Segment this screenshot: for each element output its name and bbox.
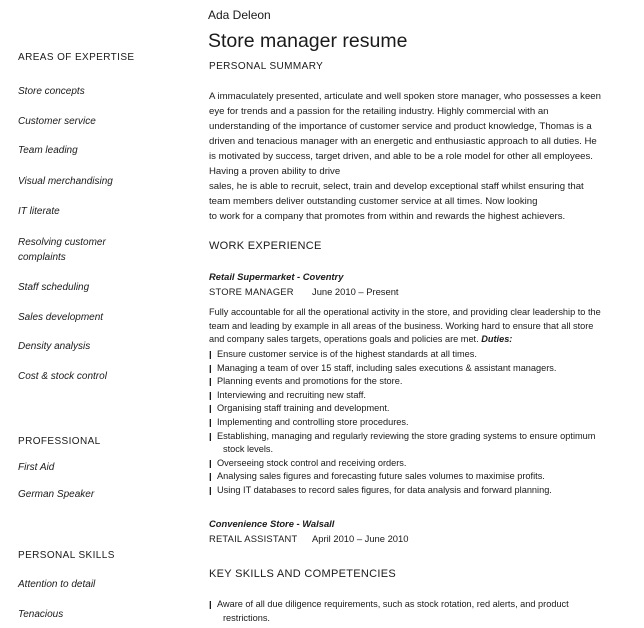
job-description xyxy=(209,306,601,347)
job-title: STORE MANAGER xyxy=(209,286,294,297)
professional-item: German Speaker xyxy=(18,489,95,500)
expertise-item: Staff scheduling xyxy=(18,282,90,293)
summary-line: understanding of the importance of customer service and product knowledge, Thomas is a xyxy=(209,121,592,132)
summary-line: team members deliver outstanding customer service at all times. Now looking xyxy=(209,196,538,207)
skills-heading: KEY SKILLS AND COMPETENCIES xyxy=(209,568,397,580)
summary-line: A immaculately presented, articulate and well spoken store manager, who possesses a keen xyxy=(209,91,601,102)
skills-list xyxy=(207,598,569,625)
bullet-icon: ❙ xyxy=(207,350,214,359)
job-description-line: Fully accountable for all the operational activity in the store, and providing clear leadership to the xyxy=(209,307,601,317)
professional-heading: PROFESSIONAL xyxy=(18,436,101,447)
summary-paragraph xyxy=(209,89,601,224)
expertise-heading: AREAS OF EXPERTISE xyxy=(18,52,135,63)
experience-heading: WORK EXPERIENCE xyxy=(209,240,322,252)
bullet-icon: ❙ xyxy=(207,417,214,427)
expertise-item: Resolving customer xyxy=(18,237,106,248)
list-item-text: Planning events and promotions for the store. xyxy=(217,376,403,387)
expertise-item: Customer service xyxy=(18,116,96,127)
job-description-text: and company sales targets, operations goals and policies are met. xyxy=(209,334,482,345)
bullet-icon: ❙ xyxy=(207,363,214,373)
duties-list xyxy=(207,348,595,498)
list-item xyxy=(207,416,595,430)
list-item xyxy=(207,348,595,362)
expertise-item: Sales development xyxy=(18,312,104,323)
personal-skill-item: Attention to detail xyxy=(18,579,96,590)
expertise-item: Store concepts xyxy=(18,86,85,97)
personal-skill-item: Tenacious xyxy=(18,609,64,620)
expertise-item: IT literate xyxy=(18,206,60,217)
summary-line: eye for trends and a passion for the retailing industry. Highly commercial with an xyxy=(209,106,549,117)
list-item-text: Ensure customer service is of the highest standards at all times. xyxy=(217,349,477,359)
list-item-text: Overseeing stock control and receiving orders. xyxy=(217,457,407,468)
list-item xyxy=(207,389,595,403)
list-item-continuation xyxy=(207,443,595,457)
job-role-line xyxy=(209,533,408,544)
expertise-item: Density analysis xyxy=(18,341,91,352)
page-title: Store manager resume xyxy=(208,30,408,52)
job-company: Convenience Store - Walsall xyxy=(209,518,335,529)
bullet-icon: ❙ xyxy=(207,600,214,609)
list-item-text: stock levels. xyxy=(223,444,274,455)
list-item-text: Analysing sales figures and forecasting future sales volumes to maximise profits. xyxy=(217,471,545,482)
list-item xyxy=(207,402,595,416)
job-title: RETAIL ASSISTANT xyxy=(209,533,298,544)
expertise-item: Visual merchandising xyxy=(18,176,113,187)
bullet-icon: ❙ xyxy=(207,485,214,495)
summary-line: sales, he is able to recruit, select, train and develop exceptional staff whilst ensuring that xyxy=(209,181,584,192)
job-role-line xyxy=(209,286,399,297)
summary-heading: PERSONAL SUMMARY xyxy=(209,61,324,72)
bullet-icon: ❙ xyxy=(207,404,214,414)
job-dates: June 2010 – Present xyxy=(312,286,399,297)
summary-line: Having a proven ability to drive xyxy=(209,166,341,177)
bullet-icon: ❙ xyxy=(207,431,214,441)
list-item xyxy=(207,430,595,444)
list-item-text: Aware of all due diligence requirements, such as stock rotation, red alerts, and product xyxy=(217,599,569,609)
list-item xyxy=(207,375,595,389)
list-item-text: Using IT databases to record sales figures, for data analysis and forward planning. xyxy=(217,484,552,495)
summary-line: to work for a company that promotes from within and rewards the highest achievers. xyxy=(209,211,566,222)
personal-skills-heading: PERSONAL SKILLS xyxy=(18,550,115,561)
summary-line: driven and tenacious manager with an energetic and enthusiastic approach to all duties. He xyxy=(209,136,597,147)
expertise-item: Cost & stock control xyxy=(18,371,107,382)
list-item-text: Establishing, managing and regularly reviewing the store grading systems to ensure optimum xyxy=(217,430,596,441)
expertise-item: complaints xyxy=(18,252,66,263)
job-description-line: team and leading by example in all areas of the business. Working hard to ensure that all store xyxy=(209,320,594,331)
list-item-text: restrictions. xyxy=(223,612,270,623)
list-item-text: Implementing and controlling store procedures. xyxy=(217,416,409,427)
list-item xyxy=(207,484,595,498)
bullet-icon: ❙ xyxy=(207,472,214,482)
list-item-text: Interviewing and recruiting new staff. xyxy=(217,389,366,400)
list-item-text: Organising staff training and development. xyxy=(217,403,390,414)
job-dates: April 2010 – June 2010 xyxy=(312,533,409,544)
bullet-icon: ❙ xyxy=(207,390,214,400)
list-item xyxy=(207,457,595,471)
job-company: Retail Supermarket - Coventry xyxy=(209,271,344,282)
candidate-name: Ada Deleon xyxy=(208,8,271,22)
list-item xyxy=(207,362,595,376)
job-description-line xyxy=(209,333,601,347)
summary-line: is motivated by success, target driven, and able to be a role model for other all employees. xyxy=(209,151,593,162)
bullet-icon: ❙ xyxy=(207,458,214,468)
list-item xyxy=(207,470,595,484)
expertise-item: Team leading xyxy=(18,145,78,156)
list-item-text: Managing a team of over 15 staff, including sales executions & assistant managers. xyxy=(217,362,557,373)
professional-item: First Aid xyxy=(18,462,55,473)
duties-label: Duties: xyxy=(481,334,513,345)
list-item-continuation xyxy=(207,612,569,626)
bullet-icon: ❙ xyxy=(207,377,214,387)
list-item xyxy=(207,598,569,612)
